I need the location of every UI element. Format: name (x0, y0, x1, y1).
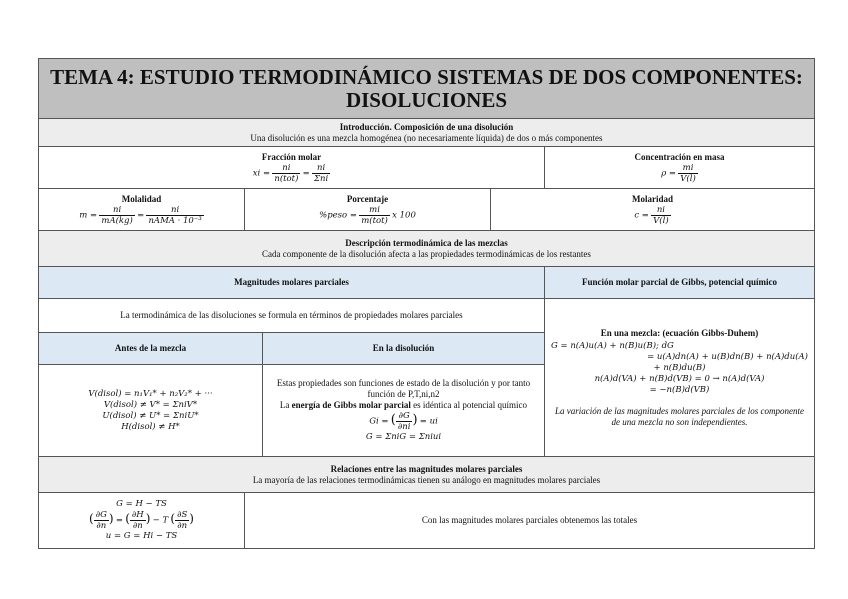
fraction-denominator: ∂n (132, 521, 143, 531)
fraccion-molar-fraction-1 (272, 163, 300, 184)
fraction-numerator: mi (359, 205, 390, 216)
magnitudes-text: La termodinámica de las disoluciones se formula en términos de propiedades molares parciales (120, 310, 463, 320)
magnitudes-heading-cell (39, 267, 545, 299)
fraction-numerator: ∂G (396, 411, 413, 422)
concentracion-lhs: ρ = (661, 168, 677, 179)
relaciones-section (39, 457, 815, 493)
molaridad-lhs: c = (634, 210, 649, 221)
en-heading-cell (263, 333, 545, 365)
summary-table (38, 58, 815, 549)
fraction-numerator: mi (678, 163, 698, 174)
antes-heading-cell (39, 333, 263, 365)
relaciones-equations-cell (39, 493, 245, 549)
fraction-denominator: V(l) (680, 173, 696, 184)
fraction-numerator: ni (272, 163, 300, 174)
intro-text: Una disolución es una mezcla homogénea (no necesariamente líquida) de dos o más componentes (250, 132, 603, 143)
concentracion-fraction (678, 163, 698, 184)
fraction-denominator: V(l) (653, 215, 669, 226)
equals-sign: = (302, 168, 310, 179)
fraction-denominator: ∂n (177, 521, 188, 531)
en-heading: En la disolución (372, 343, 435, 353)
relaciones-right-cell (245, 493, 815, 549)
minus-t: − T (152, 515, 169, 526)
molaridad-fraction (651, 205, 671, 226)
porcentaje-heading: Porcentaje (346, 193, 389, 204)
magnitudes-heading: Magnitudes molares parciales (234, 277, 349, 287)
fraction-denominator: n(tot) (274, 173, 299, 184)
molalidad-cell (39, 189, 245, 231)
page-title: TEMA 4: ESTUDIO TERMODINÁMICO SISTEMAS DE DOS COMPONENTES: DISOLUCIONES (39, 59, 815, 119)
magnitudes-text-cell (39, 299, 545, 333)
equals-sign: = (137, 210, 145, 221)
relaciones-eq-2: ( $\frac{\partial G}{\partial n}$ ) = ( $\frac{\partial H}{\partial n}$ ) − T ( $\frac{\partial S}{\partial n}$ ) (89, 510, 194, 531)
gibbs-heading-cell (545, 267, 815, 299)
porcentaje-cell (245, 189, 491, 231)
porcentaje-lhs: %peso = (319, 210, 357, 221)
relaciones-heading: Relaciones entre las magnitudes molares parciales (330, 463, 523, 474)
en-eq-1: Gi = ( $\frac{\partial G}{\partial ni}$ ) = ui (369, 411, 438, 432)
gibbs-heading: Función molar parcial de Gibbs, potencial químico (582, 277, 777, 287)
gibbs-body-cell (545, 299, 815, 457)
intro-heading: Introducción. Composición de una disolución (339, 121, 514, 132)
fraccion-molar-heading: Fracción molar (261, 151, 322, 162)
en-eq-1-lhs: Gi = (369, 416, 389, 427)
antes-heading: Antes de la mezcla (114, 343, 187, 353)
en-eq-1-fraction (396, 411, 413, 432)
en-eq-1-rhs: = ui (419, 416, 438, 427)
relaciones-fraction-h (130, 510, 146, 531)
fraction-numerator: ∂G (95, 510, 107, 520)
molalidad-heading: Molalidad (121, 193, 162, 204)
fraction-numerator: ∂H (131, 510, 144, 520)
relaciones-fraction-g (94, 510, 109, 531)
fraction-denominator: mA(kg) (101, 215, 133, 226)
antes-body-cell (39, 365, 263, 457)
antes-line-2: V(disol) ≠ V* = ΣniV* (103, 399, 198, 410)
equals-sign: = (115, 515, 123, 526)
fraction-numerator: ∂S (177, 510, 188, 520)
en-text-1: Estas propiedades son funciones de estado de la disolución y por tanto función de P,T,ni,n2 (276, 378, 531, 399)
descripcion-heading: Descripción termodinámica de las mezclas (345, 237, 508, 248)
en-text-2-post: es idéntica al potencial químico (410, 400, 528, 410)
fraction-denominator: ∂ni (397, 422, 411, 432)
relaciones-eq-3: u = G = Hi − TS (105, 531, 178, 541)
relaciones-eq-1: G = H − TS (116, 499, 167, 509)
fraction-denominator: nAMA · 10⁻³ (148, 215, 202, 226)
fraccion-molar-cell (39, 147, 545, 189)
concentracion-cell (545, 147, 815, 189)
gibbs-line-3: + n(B)du(B) (653, 362, 706, 373)
fraction-numerator: ni (99, 205, 134, 216)
molaridad-cell (491, 189, 815, 231)
en-text-2-pre: La (279, 400, 292, 410)
relaciones-fraction-s (175, 510, 189, 531)
molalidad-fraction-2 (146, 205, 203, 226)
en-eq-2: G = ΣniG = Σniui (365, 432, 442, 442)
gibbs-line-1: G = n(A)u(A) + n(B)u(B); dG (551, 340, 674, 351)
relaciones-right-text: Con las magnitudes molares parciales obtenemos las totales (421, 515, 638, 525)
gibbs-note: La variación de las magnitudes molares parciales de los componente de una mezcla no son independientes. (554, 405, 805, 427)
molalidad-fraction-1 (99, 205, 134, 226)
fraction-denominator: m(tot) (361, 215, 388, 226)
fraction-numerator: ni (146, 205, 203, 216)
summary-sheet (38, 58, 814, 549)
gibbs-line-4: n(A)d(VA) + n(B)d(VB) = 0 → n(A)d(VA) (594, 373, 765, 384)
molalidad-lhs: m = (79, 210, 98, 221)
gibbs-subheading: En una mezcla: (ecuación Gibbs-Duhem) (600, 327, 759, 338)
fraction-denominator: Σni (314, 173, 329, 184)
fraccion-molar-lhs: xi = (252, 168, 271, 179)
relaciones-text: La mayoría de las relaciones termodinámicas tienen su análogo en magnitudes molares parciales (252, 474, 601, 485)
antes-line-3: U(disol) ≠ U* = ΣniU* (102, 410, 199, 421)
concentracion-heading: Concentración en masa (634, 151, 725, 162)
intro-section (39, 119, 815, 147)
porcentaje-rhs: x 100 (392, 210, 416, 221)
fraction-numerator: ni (312, 163, 330, 174)
fraction-denominator: ∂n (96, 521, 107, 531)
gibbs-line-2: = u(A)dn(A) + u(B)dn(B) + n(A)du(A) (647, 351, 808, 362)
gibbs-line-5: = −n(B)d(VB) (649, 384, 710, 395)
molaridad-heading: Molaridad (631, 193, 673, 204)
fraccion-molar-fraction-2 (312, 163, 330, 184)
descripcion-section (39, 231, 815, 267)
en-text-2-bold: energía de Gibbs molar parcial (291, 400, 411, 410)
en-text-2 (266, 400, 541, 411)
porcentaje-fraction (359, 205, 390, 226)
antes-line-1: V(disol) = n₁V₁* + n₂V₂* + ··· (88, 388, 213, 399)
descripcion-text: Cada componente de la disolución afecta a las propiedades termodinámicas de los restantes (262, 248, 591, 259)
antes-line-4: H(disol) ≠ H* (121, 421, 180, 432)
en-body-cell (263, 365, 545, 457)
fraction-numerator: ni (651, 205, 671, 216)
